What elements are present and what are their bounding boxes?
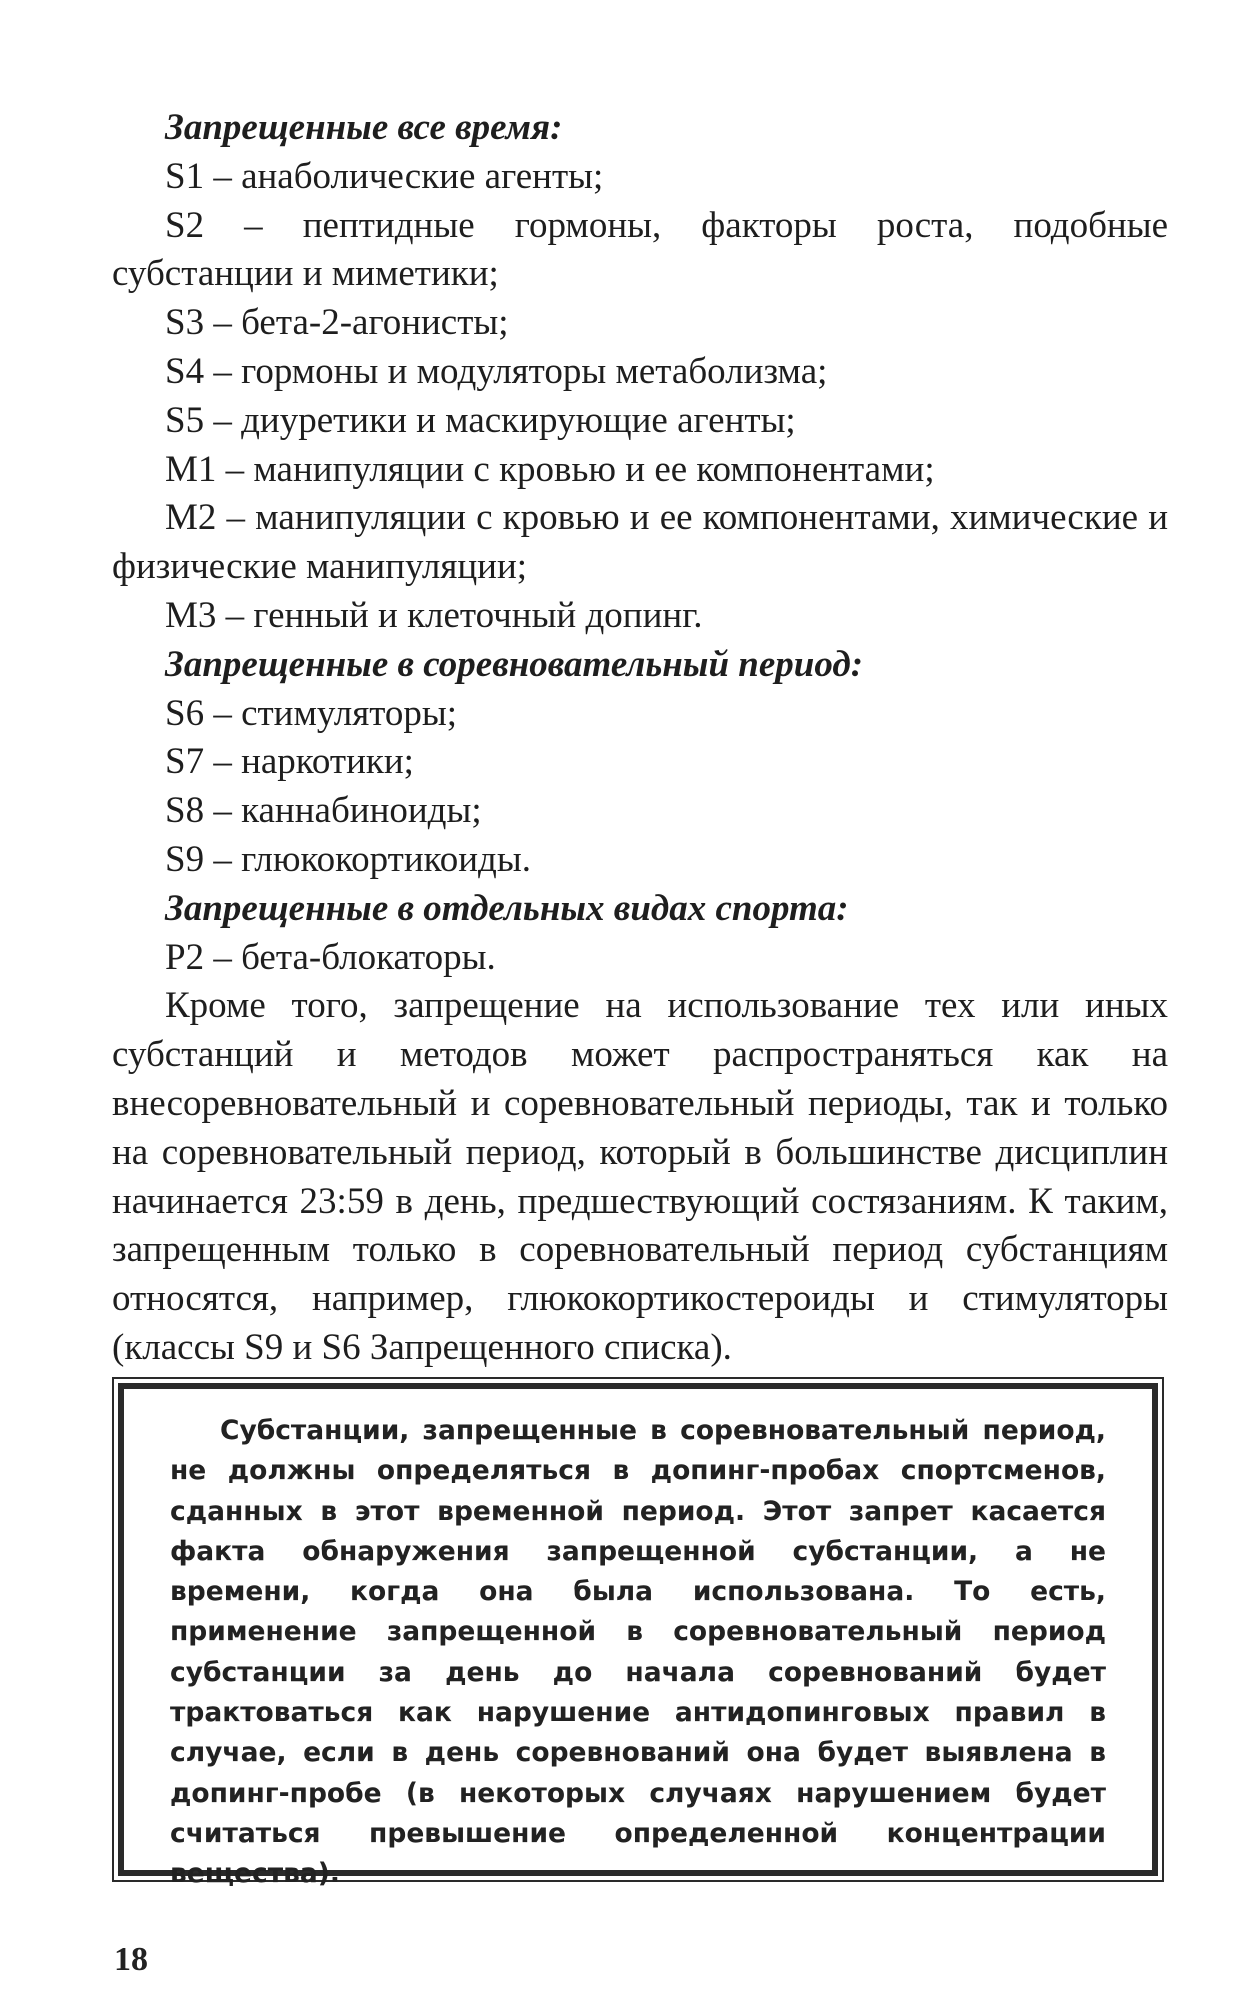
page-number: 18 bbox=[114, 1941, 148, 1978]
list-item: M3 – генный и клеточный допинг. bbox=[165, 594, 703, 636]
list-item: M2 – манипуляции с кровью и ее компонентами, химические и физические манипуляции; bbox=[112, 497, 1168, 588]
list-item: S1 – анаболические агенты; bbox=[165, 155, 604, 197]
section-heading: Запрещенные в отдельных видах спорта: bbox=[165, 887, 849, 929]
callout-box bbox=[112, 1377, 1164, 1890]
list-item: S6 – стимуляторы; bbox=[165, 692, 458, 734]
list-item: S3 – бета-2-агонисты; bbox=[165, 302, 509, 344]
callout-text: Субстанции, запрещенные в соревновательный период, не должны определяться в допинг-пробах спортсменов, сданных в этот временной период. Этот запрет касается факта обнаружения запрещенной субстанции, а не времени, когда она была использована. То есть, применение запрещенной в соревновательный период субстанции за день до начала соревнований будет трактоваться как нарушение антидопинговых правил в случае, если в день соревнований она будет выявлена в допинг-пробе (в некоторых случаях нарушением будет считаться превышение определенной концентрации вещества). bbox=[170, 1415, 1106, 1890]
list-item: S9 – глюкокортикоиды. bbox=[165, 838, 531, 880]
list-item: S4 – гормоны и модуляторы метаболизма; bbox=[165, 350, 828, 392]
list-item: M1 – манипуляции с кровью и ее компонентами; bbox=[165, 448, 935, 490]
list-item: P2 – бета-блокаторы. bbox=[165, 936, 496, 978]
main-text bbox=[112, 104, 1168, 1373]
callout-inner bbox=[118, 1383, 1158, 1890]
section-heading: Запрещенные в соревновательный период: bbox=[165, 643, 864, 685]
section-heading: Запрещенные все время: bbox=[165, 107, 563, 148]
list-item: S8 – каннабиноиды; bbox=[165, 790, 482, 832]
list-item: S7 – наркотики; bbox=[165, 741, 414, 783]
list-item: S2 – пептидные гормоны, факторы роста, подобные субстанции и миметики; bbox=[112, 204, 1168, 295]
body-paragraph: Кроме того, запрещение на использование тех или иных субстанций и методов может распространяться как на внесоревновательный и соревновательный периоды, так и только на соревновательный период, который в большинстве дисциплин начинается 23:59 в день, предшествующий состязаниям. К таким, запрещенным только в соревновательный период субстанциям относятся, например, глюкокортикостероиды и стимуляторы (классы S9 и S6 Запрещенного списка). bbox=[112, 985, 1168, 1368]
list-item: S5 – диуретики и маскирующие агенты; bbox=[165, 399, 796, 441]
